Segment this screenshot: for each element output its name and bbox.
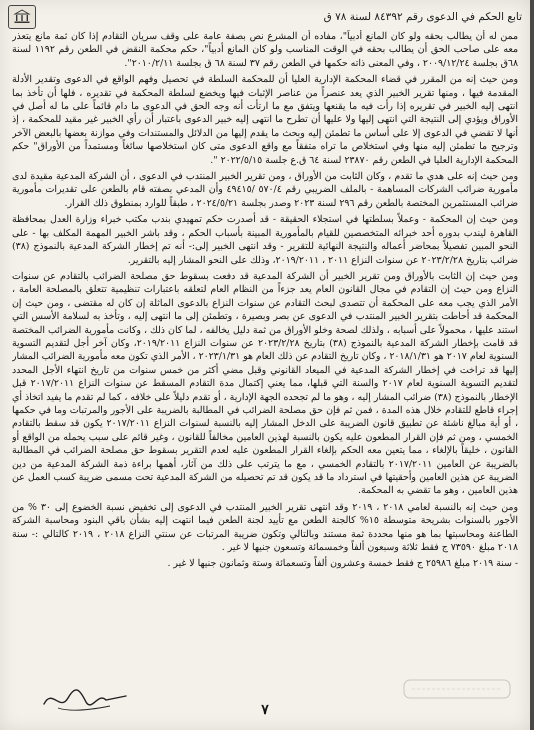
paragraph-6: ومن حيث إنه بالنسبة لعامي ٢٠١٨ ، ٢٠١٩ وقد انتهى تقرير الخبير المنتدب في الدعوى إلى تخفيض نسبة الخضوع إلى ٣٠ % من الأجور بالسنوات بشريحة متوسطة ١٥% كالجنة الطعن مع تأييد لجنة الطعن فيما انتهت إليه بشأن باقي البنود ومحاسبة الشركة الطاعنة ومحاسبتها بما هو منها محددة ثمة مستند وبالتالي وتكون ضريبة المرتبات عن سنتي النزاع ٢٠١٨ ، ٢٠١٩ كالتالي :- سنة ٢٠١٨ مبلغ ٧٣٥٩٠ ج فقط ثلاثة وسبعون ألفاً وخمسمائة وتسعون جنيها لا غير . <box>12 501 518 554</box>
paragraph-7: - سنة ٢٠١٩ مبلغ ٢٥٩٨٦ ج فقط خمسة وعشرون ألفاً وتسعمائة وستة وثمانون جنيها لا غير . <box>167 558 518 570</box>
paragraph-5: ومن حيث إن الثابت بالأوراق ومن تقرير الخبير أن الشركة المدعية قد دفعت بسقوط حق مصلحة الضرائب بالتقادم عن سنوات النزاع ومن حيث إن التقادم في مجال القانون العام يعد جزءاً من النظام العام لتعلقه باعتبارات تنظيمية تتعلق بالمصلحة العامة ، الأمر الذي يجب معه على المحكمة أن تتصدى لبحث التقادم عن سنوات النزاع بالدعوى الماثلة إن كان له مقتضى ، ومن حيث إن المحكمة قد أحاطت بتقرير الخبير المنتدب في الدعوى عن بصر وبصيرة ، وتطمئن إلى ما انتهى إليه ، وتأخذ به لسلامة الأسس التي استند عليها ، محمولاً على أسبابه ، ولذلك لصحة وخلو الأوراق من ثمة دليل يخالفه ، لما كان ذلك ، وكانت مأمورية الضرائب المختصة قد قامت بإخطار الشركة المدعية بالنموذج (٣٨) بتاريخ ٢٠٢٣/٢/٢٨ عن سنوات النزاع ٢٠١٩/٢٠١١، وكان آخر أجل لتقديم التسوية السنوية لعام ٢٠١٧ هو ٢٠١٨/١/٣١ ، وكان تاريخ التقادم عن ذلك العام هو ٢٠٢٣/١/٣١ ، الأمر الذي تكون معه مأمورية الضرائب المشار إليها قد تراخت في إخطار الشركة المدعية في الميعاد القانوني وقبل مضي أكثر من خمس سنوات من تاريخ انتهاء الأجل المحدد لتقديم التسوية السنوية لعام ٢٠١٧ والسنة التي قبلها، مما يعني إكتمال مدة التقادم المسقط عن سنوات النزاع ٢٠١٧/٢٠١١ قبل الإخطار بالنموذج (٣٨) ضرائب المشار إليه ، وهو ما لم تجحده الجهة الإدارية ، أو تقدم دليلاً على خلافه ، كما لم تقدم ما يفيد اتخاذ أي إجراء قاطع للتقادم خلال هذه المدة ، فمن ثم فإن حق مصلحة الضرائب في المطالبة بالضريبة على الأجور والمرتبات وما في حكمها ، أو أية مبالغ ناشئة عن تطبيق قانون الضريبة على الدخل المشار إليه بالنسبة لسنوات النزاع ٢٠١٧/٢٠١١ يكون قد سقط بالتقادم الخمسي ، ومن ثم فإن القرار المطعون عليه يكون بالنسبة لهذين العامين مخالفاً للقانون ، وغير قائم على سبب يحمله من الواقع أو القانون ، خليقاً بالإلغاء ، مما يتعين معه الحكم بإلغاء القرار المطعون عليه لعدم التقرير بسقوط حق مصلحة الضرائب في المطالبة بالضريبة عن العامين ٢٠١٧/٢٠١١ بالتقادم الخمسي ، مع ما يترتب على ذلك من آثار، أهمها براءة ذمة الشركة المدعية من دين الضريبة عن هذين العامين وأحقيتها في استرداد ما قد يكون قد تم تحصيله من الشركة المدعية تحت مسمى ضريبة كسب العمل عن هذين العامين ، وهو ما تقضي به المحكمة. <box>12 270 518 497</box>
document-body <box>12 30 518 670</box>
court-emblem-icon <box>8 5 36 29</box>
page-number: ٧ <box>261 702 269 718</box>
scanner-edge <box>530 0 534 730</box>
paragraph-3: ومن حيث إنه على هدي ما تقدم ، وكان الثابت من الأوراق ، ومن تقرير الخبير المنتدب في الدعوى ، أن الشركة المدعية مقيدة لدى مأمورية ضرائب الشركات المساهمة - بالملف الضريبي رقم ٥٧٠/٤ /٤٩٤١٥ وأن المدعي بصفته قام بالطعن على تقديرات مأمورية ضرائب المستثمرين المختصة بالطعن رقم ٢٩٦ لسنة ٢٠٢٣ وصدر بجلسة ٢٠٢٤/٥/٢١ ، طبقاً للوارد بمنطوق ذلك القرار. <box>12 171 518 209</box>
paragraph-1: ممن له أن يطالب بحقه ولو كان المانع أدبياً"، مفاده أن المشرع نص بصفة عامة على وقف سريان التقادم إذا كان ثمة مانع يتعذر معه على صاحب الحق أن يطالب بحقه في الوقت المناسب ولو كان المانع أدبياً"، حكم محكمة النقض في الطعن رقم ١١٩٢ لسنة ٦٨ق بجلسة ٢٠٠٩/١٢/٢٤ ، وفي المعنى ذاته حكمها في الطعن رقم ٣٧ لسنة ٦٨ ق بجلسة ٢٠١٠/٢/١١". <box>12 31 518 69</box>
page-header <box>8 8 522 26</box>
paragraph-2: ومن حيث إنه من المقرر في قضاء المحكمة الإدارية العليا أن للمحكمة السلطة في تحصيل وفهم الواقع في الدعوى وتقدير الأدلة المقدمة فيها ، ومنها تقرير الخبير الذي يعد عنصراً من عناصر الإثبات فيها ويخضع لسلطة المحكمة في تقديره ، فلها أن تأخذ بما انتهى إليه الخبير في تقريره إذا رأت فيه ما يقنعها ويتفق مع ما ارتأت أنه وجه الحق في الدعوى ما دام قائماً على ما له أصل في الأوراق ويؤدي إلى النتيجة التي انتهى إليها ولا عليها أن تطرح ما انتهى إليه خبير الدعوى باعتبار أن رأي الخبير غير مقيد للمحكمة ، إذ أنها لا تقضي في الدعوى إلا على أساس ما تطمئن إليه وبحث ما يقدم إليها من الدلائل والمستندات وفي موازنة بعضها بالبعض الآخر وترجيح ما تطمئن إليه منها وفي استخلاص ما تراه متفقاً مع واقع الدعوى متى كان استخلاصها سائغاً ومستمداً من الأوراق" حكم المحكمة الإدارية العليا في الطعن رقم ٢٣٨٧٠ لسنة ٦٤ ق.ع جلسة ٢٠٢٢/٥/١٥ ". <box>12 74 518 166</box>
court-emblem-icon-graphic <box>12 9 32 25</box>
paragraph-4: ومن حيث إن المحكمة - وعملاً بسلطتها في استجلاء الحقيقة - قد أصدرت حكم تمهيدي بندب مكتب خبراء وزارة العدل بمحافظة القاهرة ليندب بدوره أحد خبرائه المتخصصين للقيام بالمأمورية المبينة بأسباب الحكم ، وقد باشر الخبير المهمة المكلف بها - على النحو المبين تفصيلاً بمحاضر أعماله والنتيجة النهائية للتقرير - وقد انتهى الخبير إلى:- أنه تم إخطار الشركة المدعية بالنموذج (٣٨) ضرائب بتاريخ ٢٠٢٣/٢/٢٨ عن سنوات النزاع ٢٠١١ ، ٢٠١٩/٢٠١١، وذلك على النحو المشار إليه بالتقرير. <box>12 214 518 266</box>
page-footer <box>0 678 530 728</box>
case-reference: تابع الحكم في الدعوى رقم ٨٤٣٩٢ لسنة ٧٨ ق <box>323 11 522 23</box>
faded-stamp-icon <box>402 678 512 700</box>
